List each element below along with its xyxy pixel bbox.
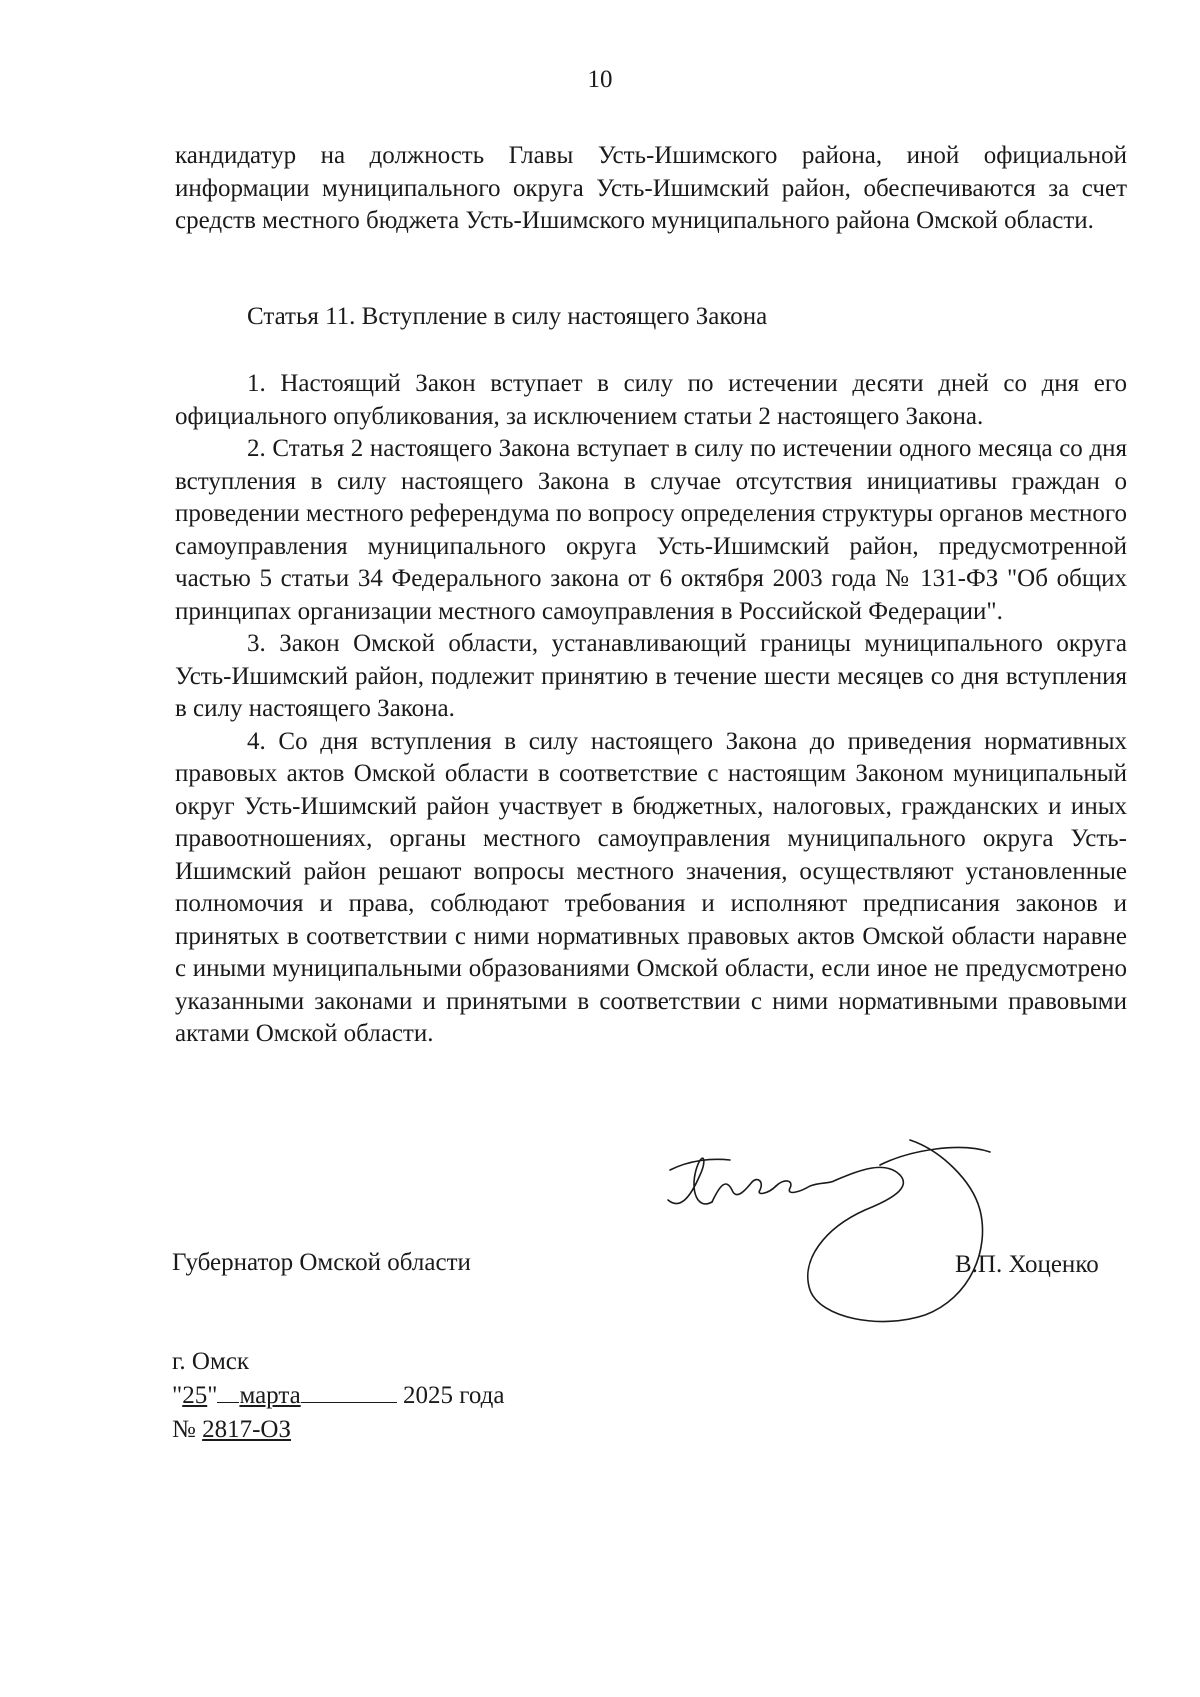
governor-name: В.П. Хоценко [955,1251,1099,1278]
article-point-3: 3. Закон Омской области, устанавливающий границы муниципального округа Усть-Ишимский район, подлежит принятию в течение шести месяцев со дня вступления в силу настоящего Закона. [175,630,1127,722]
intro-paragraph-block [175,140,1127,238]
place-line [172,1345,504,1379]
date-open-quote: " [172,1382,183,1409]
date-underline-tail [301,1382,397,1403]
law-number: 2817-ОЗ [202,1416,292,1443]
article-points [175,368,1127,1051]
place-date-number-block [172,1345,504,1447]
article-point-2: 2. Статья 2 настоящего Закона вступает в силу по истечении одного месяца со дня вступления в силу настоящего Закона в случае отсутствия инициативы граждан о проведении местного референдума по вопросу определения структуры органов местного самоуправления муниципального округа Усть-Ишимский район, предусмотренной частью 5 статьи 34 Федерального закона от 6 октября 2003 года № 131-ФЗ "Об общих принципах организации местного самоуправления в Российской Федерации". [175,435,1128,625]
date-month: марта [239,1382,301,1409]
number-line [172,1413,504,1447]
date-day: 25 [182,1382,208,1409]
article-point-4: 4. Со дня вступления в силу настоящего Закона до приведения нормативных правовых актов Омской области в соответствие с настоящим Законом муниципальный округ Усть-Ишимский район участвует в бюджетных, налоговых, гражданских и иных правоотношениях, органы местного самоуправления муниципального округа Усть-Ишимский район решают вопросы местного значения, осуществляют установленные полномочия и права, соблюдают требования и исполняют предписания законов и принятых в соответствии с ними нормативных правовых актов Омской области наравне с иными муниципальными образованиями Омской области, если иное не предусмотрено указанными законами и принятыми в соответствии с ними нормативными правовыми актами Омской области. [175,727,1127,1047]
intro-paragraph: кандидатур на должность Главы Усть-Ишимского района, иной официальной информации муниципального округа Усть-Ишимский район, обеспечиваются за счет средств местного бюджета Усть-Ишимского муниципального района Омской области. [175,142,1127,234]
date-line [172,1379,504,1413]
article-point-1: 1. Настоящий Закон вступает в силу по истечении десяти дней со дня его официального опубликования, за исключением статьи 2 настоящего Закона. [175,370,1127,430]
number-sign: № [172,1416,196,1443]
article-title: Статья 11. Вступление в силу настоящего Закона [247,303,768,330]
governor-title: Губернатор Омской области [172,1249,471,1276]
date-underline-gap [217,1382,239,1403]
page-number: 10 [587,66,613,93]
date-year: 2025 года [402,1382,505,1409]
handwritten-signature [660,1130,1100,1350]
date-close-quote: " [207,1382,218,1409]
place: г. Омск [172,1348,250,1375]
